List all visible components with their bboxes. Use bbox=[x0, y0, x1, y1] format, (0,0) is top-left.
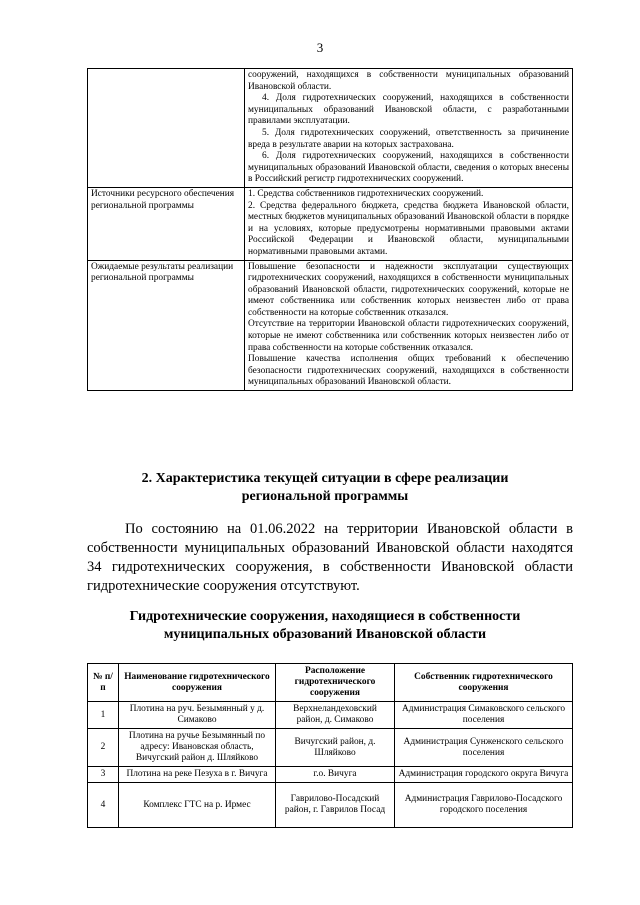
section-2-heading bbox=[80, 470, 570, 506]
table-cell: Администрация Сунженского сельского поселения bbox=[395, 729, 573, 767]
table-cell: Администрация Симаковского сельского поселения bbox=[395, 702, 573, 729]
column-header: Собственник гидротехнического сооружения bbox=[395, 664, 573, 702]
table-cell: 2 bbox=[88, 729, 119, 767]
paragraph: 1. Средства собственников гидротехнических сооружений. bbox=[248, 188, 484, 199]
table-cell: 1 bbox=[88, 702, 119, 729]
table-row bbox=[88, 783, 573, 828]
table-row bbox=[88, 260, 573, 391]
table-cell: Верхнеландеховский район, д. Симаково bbox=[276, 702, 395, 729]
row-label bbox=[88, 69, 245, 188]
table-cell: Плотина на руч. Безымянный у д. Симаково bbox=[119, 702, 276, 729]
table-cell: Плотина на ручье Безымянный по адресу: Ивановская область, Вичугский район д. Шляйково bbox=[119, 729, 276, 767]
column-header: № п/п bbox=[88, 664, 119, 702]
heading-line: региональной программы bbox=[241, 489, 409, 504]
row-label: Ожидаемые результаты реализации региональной программы bbox=[88, 260, 245, 391]
paragraph: 4. Доля гидротехнических сооружений, находящихся в собственности муниципальных образований Ивановской области, с разработанными правилами эксплуатации. bbox=[248, 93, 569, 127]
section-2-body bbox=[87, 520, 573, 596]
table-row bbox=[88, 767, 573, 783]
column-header: Наименование гидротехнического сооружения bbox=[119, 664, 276, 702]
table-row bbox=[88, 729, 573, 767]
table-cell: г.о. Вичуга bbox=[276, 767, 395, 783]
paragraph: Повышение безопасности и надежности эксплуатации существующих гидротехнических сооружений, находящихся в собственности муниципальных образований Ивановской области, гидротехнических сооружений, которые не имеют собственника или собственник которых неизвестен либо от права собственности на которые собственник отказался. bbox=[248, 261, 569, 318]
row-label: Источники ресурсного обеспечения региональной программы bbox=[88, 187, 245, 260]
table-cell: 3 bbox=[88, 767, 119, 783]
column-header: Расположение гидротехнического сооружения bbox=[276, 664, 395, 702]
row-content bbox=[245, 187, 573, 260]
row-content bbox=[245, 260, 573, 391]
heading-line: муниципальных образований Ивановской области bbox=[163, 627, 487, 642]
hydraulic-structures-table bbox=[87, 663, 573, 828]
table-cell: Гаврилово-Посадский район, г. Гаврилов Посад bbox=[276, 783, 395, 828]
heading-line: 2. Характеристика текущей ситуации в сфере реализации bbox=[141, 471, 509, 486]
paragraph: Отсутствие на территории Ивановской области гидротехнических сооружений, которые не имеют собственника или собственник которых неизвестен либо от права собственности на которые собственник отказался. bbox=[248, 319, 569, 353]
section-3-heading bbox=[80, 608, 570, 644]
paragraph: 5. Доля гидротехнических сооружений, ответственность за причинение вреда в результате аварии на которых застрахована. bbox=[248, 127, 569, 150]
table-row bbox=[88, 702, 573, 729]
page-number: 3 bbox=[316, 40, 324, 55]
table-cell: Комплекс ГТС на р. Ирмес bbox=[119, 783, 276, 828]
heading-line: Гидротехнические сооружения, находящиеся в собственности bbox=[129, 609, 521, 624]
table-cell: Вичугский район, д. Шляйково bbox=[276, 729, 395, 767]
table-cell: Администрация Гаврилово-Посадского городского поселения bbox=[395, 783, 573, 828]
table-row bbox=[88, 69, 573, 188]
table-cell: 4 bbox=[88, 783, 119, 828]
paragraph: Повышение качества исполнения общих требований к обеспечению безопасности гидротехнических сооружений, находящихся в собственности муниципальных образований Ивановской области. bbox=[248, 354, 569, 388]
paragraph: По состоянию на 01.06.2022 на территории Ивановской области в собственности муниципальных образований Ивановской области находятся 34 гидротехнических сооружения, в собственности Ивановской области гидротехнические сооружения отсутствуют. bbox=[87, 521, 573, 594]
table-cell: Администрация городского округа Вичуга bbox=[395, 767, 573, 783]
paragraph: сооружений, находящихся в собственности муниципальных образований Ивановской области. bbox=[248, 70, 569, 92]
table-cell: Плотина на реке Пезуха в г. Вичуга bbox=[119, 767, 276, 783]
program-passport-table bbox=[87, 68, 573, 391]
paragraph: 2. Средства федерального бюджета, средства бюджета Ивановской области, местных бюджетов муниципальных образований Ивановской области в порядке и на условиях, которые предусмотрены нормативными правовыми актами Российской Федерации и Ивановской области, муниципальными нормативными правовыми актами. bbox=[248, 200, 569, 257]
row-content bbox=[245, 69, 573, 188]
paragraph: 6. Доля гидротехнических сооружений, находящихся в собственности муниципальных образований Ивановской области, сведения о которых внесены в Российский регистр гидротехнических сооружений. bbox=[248, 151, 569, 185]
table-header-row bbox=[88, 664, 573, 702]
table-row bbox=[88, 187, 573, 260]
